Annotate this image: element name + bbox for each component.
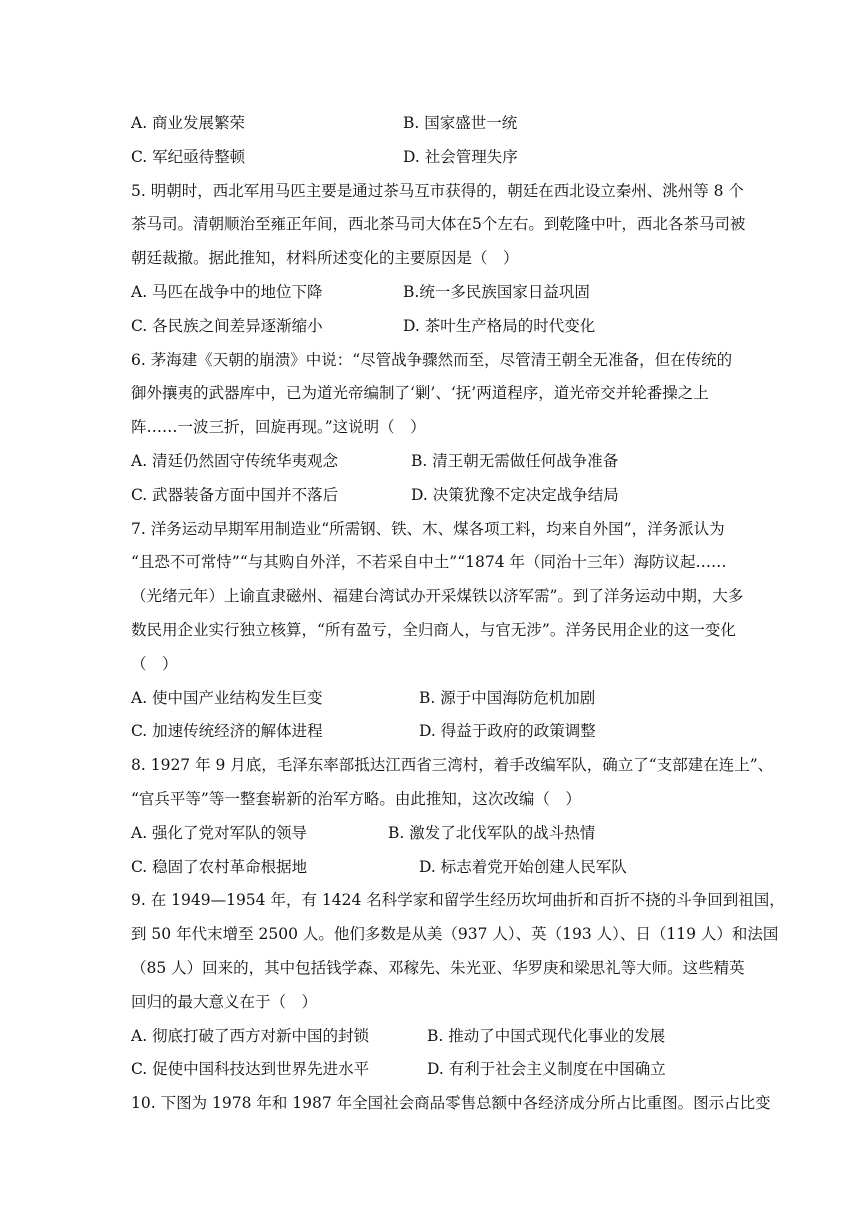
question-7-line: （光绪元年）上谕直隶磁州、福建台湾试办开采煤铁以济军需”。到了洋务运动中期，大多 [131,587,744,606]
q8-option-a[interactable]: A. 强化了党对军队的领导 [131,823,308,842]
question-7-line: 数民用企业实行独立核算，“所有盈亏，全归商人，与官无涉”。洋务民用企业的这一变化 [131,620,736,639]
question-6-line: 御外攘夷的武器库中，已为道光帝编制了‘剿’、‘抚’两道程序，道光帝交并轮番操之上 [131,384,709,403]
question-9-line: 到 50 年代末增至 2500 人。他们多数是从美（937 人）、英（193 人）、日（119 人）和法国 [131,925,779,944]
question-6 [131,344,736,513]
q4-option-a[interactable]: A. 商业发展繁荣 [131,114,246,132]
q9-option-b[interactable]: B. 推动了中国式现代化事业的发展 [427,1026,666,1045]
q4-options-row-1 [131,107,736,141]
question-8-line: “官兵平等”等一整套崭新的治军方略。由此推知，这次改编（ ） [131,789,581,808]
q5-option-d[interactable]: D. 茶叶生产格局的时代变化 [403,316,596,335]
question-7-line: （ ） [131,654,178,673]
q4-option-d[interactable]: D. 社会管理失序 [403,147,518,166]
q7-option-b[interactable]: B. 源于中国海防危机加剧 [419,688,596,707]
q6-option-b[interactable]: B. 清王朝无需做任何战争准备 [411,451,619,470]
q9-options-row-1 [131,1020,736,1054]
question-7 [131,513,744,750]
question-10-line: 10. 下图为 1978 年和 1987 年全国社会商品零售总额中各经济成分所占比重图。图示占比变 [131,1094,771,1113]
q7-option-d[interactable]: D. 得益于政府的政策调整 [419,722,596,741]
q9-options-row-2 [131,1053,736,1087]
question-6-line: 阵……一波三折，回旋再现。”这说明（ ） [131,418,426,437]
q7-option-a[interactable]: A. 使中国产业结构发生巨变 [131,688,323,707]
question-9 [131,884,785,1087]
question-10 [131,1087,771,1121]
q4-options-row-2 [131,141,736,175]
question-8-line: 8. 1927 年 9 月底，毛泽东率部抵达江西省三湾村，着手改编军队，确立了“支部建在连上”、 [131,756,774,775]
q5-option-c[interactable]: C. 各民族之间差异逐渐缩小 [131,316,323,335]
question-5-line: 茶马司。清朝顺治至雍正年间，西北茶马司大体在5个左右。到乾隆中叶，西北各茶马司被 [131,215,746,234]
question-6-line: 6. 茅海建《天朝的崩溃》中说：“尽管战争骤然而至，尽管清王朝全无准备，但在传统的 [131,350,733,369]
q5-option-a[interactable]: A. 马匹在战争中的地位下降 [131,282,323,301]
question-7-line: 7. 洋务运动早期军用制造业“所需钢、铁、木、煤各项工料，均来自外国”，洋务派认为 [131,519,725,538]
question-5-line: 5. 明朝时，西北军用马匹主要是通过茶马互市获得的，朝廷在西北设立秦州、洮州等 8 个 [131,181,744,200]
exam-content [131,107,785,1121]
question-9-line: （85 人）回来的，其中包括钱学森、邓稼先、朱光亚、华罗庚和梁思礼等大师。这些精英 [131,958,745,977]
q7-options-row-2 [131,715,736,749]
q7-option-c[interactable]: C. 加速传统经济的解体进程 [131,722,323,741]
q6-option-c[interactable]: C. 武器装备方面中国并不落后 [131,485,339,504]
q9-option-a[interactable]: A. 彻底打破了西方对新中国的封锁 [131,1026,370,1045]
q9-option-c[interactable]: C. 促使中国科技达到世界先进水平 [131,1060,370,1079]
q9-option-d[interactable]: D. 有利于社会主义制度在中国确立 [427,1060,666,1079]
q4-option-b[interactable]: B. 国家盛世一统 [403,114,518,132]
question-9-line: 9. 在 1949—1954 年，有 1424 名科学家和留学生经历坎坷曲折和百折不挠的斗争回到祖国， [131,891,785,910]
question-7-line: “且恐不可常恃”“与其购自外洋，不若采自中土”“1874 年（同治十三年）海防议起…… [131,553,727,572]
q6-option-d[interactable]: D. 决策犹豫不定决定战争结局 [411,485,619,504]
q7-options-row-1 [131,682,736,716]
q8-option-b[interactable]: B. 激发了北伐军队的战斗热情 [388,823,596,842]
q8-option-d[interactable]: D. 标志着党开始创建人民军队 [419,857,627,876]
question-5 [131,175,746,344]
question-9-line: 回归的最大意义在于（ ） [131,992,318,1011]
q5-option-b[interactable]: B.统一多民族国家日益巩固 [403,282,590,301]
q5-options-row-1 [131,276,736,310]
q6-options-row-1 [131,445,736,479]
q6-option-a[interactable]: A. 清廷仍然固守传统华夷观念 [131,451,339,470]
q4-option-c[interactable]: C. 军纪亟待整顿 [131,147,246,166]
q5-options-row-2 [131,310,736,344]
q8-options-row-2 [131,851,736,885]
q8-options-row-1 [131,817,736,851]
question-8 [131,749,774,884]
q8-option-c[interactable]: C. 稳固了农村革命根据地 [131,857,308,876]
q6-options-row-2 [131,479,736,513]
question-5-line: 朝廷裁撤。据此推知，材料所述变化的主要原因是（ ） [131,249,519,268]
